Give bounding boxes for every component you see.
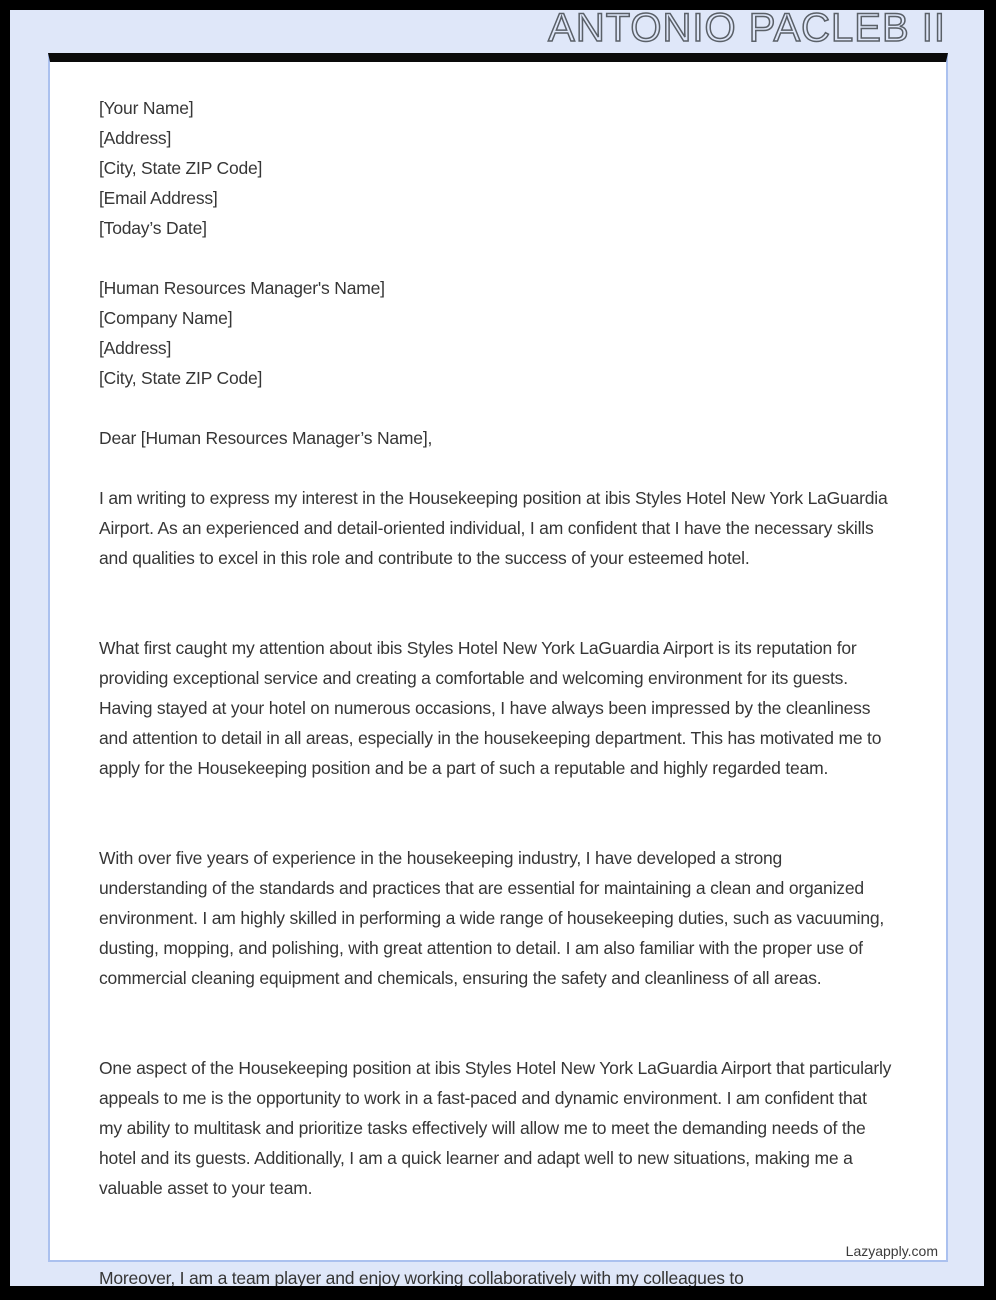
paragraph-experience: With over five years of experience in the housekeeping industry, I have developed a strong understanding of the standards and practices that are essential for maintaining a clean and organized environment. I am highly skilled in performing a wide range of housekeeping duties, such as vacuuming, dusting, mopping, and polishing, with great attention to detail. I am also familiar with the proper use of commercial cleaning equipment and chemicals, ensuring the safety and cleanliness of all areas.: [99, 848, 885, 988]
paragraph-teamwork-clipped: Moreover, I am a team player and enjoy working collaboratively with my colleagues to: [99, 1268, 744, 1288]
sender-line: [City, State ZIP Code]: [99, 158, 263, 178]
recipient-line: [City, State ZIP Code]: [99, 368, 263, 388]
recipient-line: [Company Name]: [99, 308, 233, 328]
salutation: Dear [Human Resources Manager’s Name],: [99, 428, 433, 448]
paragraph-intro: I am writing to express my interest in the Housekeeping position at ibis Styles Hotel New York LaGuardia Airport. As an experienced and detail-oriented individual, I am confident that I have the necessary skills and qualities to excel in this role and contribute to the success of your esteemed hotel.: [99, 488, 888, 568]
lazyapply-watermark: Lazyapply.com: [845, 1243, 938, 1259]
sender-line: [Your Name]: [99, 98, 194, 118]
document-author-title: ANTONIO PACLEB II: [548, 6, 946, 50]
sender-line: [Today’s Date]: [99, 218, 207, 238]
sender-line: [Address]: [99, 128, 172, 148]
sender-address-block: [99, 93, 894, 243]
paragraph-appeal: One aspect of the Housekeeping position at ibis Styles Hotel New York LaGuardia Airport that particularly appeals to me is the opportunity to work in a fast-paced and dynamic environment. I am confident that my ability to multitask and prioritize tasks effectively will allow me to meet the demanding needs of the hotel and its guests. Additionally, I am a quick learner and adapt well to new situations, making me a valuable asset to your team.: [99, 1058, 892, 1198]
paragraph-attention: What first caught my attention about ibis Styles Hotel New York LaGuardia Airport is its reputation for providing exceptional service and creating a comfortable and welcoming environment for its guests. Having stayed at your hotel on numerous occasions, I have always been impressed by the cleanliness and attention to detail in all areas, especially in the housekeeping department. This has motivated me to apply for the Housekeeping position and be a part of such a reputable and highly regarded team.: [99, 638, 882, 778]
recipient-line: [Human Resources Manager's Name]: [99, 278, 385, 298]
sender-line: [Email Address]: [99, 188, 218, 208]
recipient-line: [Address]: [99, 338, 172, 358]
recipient-address-block: [99, 273, 894, 393]
letter-body: [99, 93, 894, 1300]
